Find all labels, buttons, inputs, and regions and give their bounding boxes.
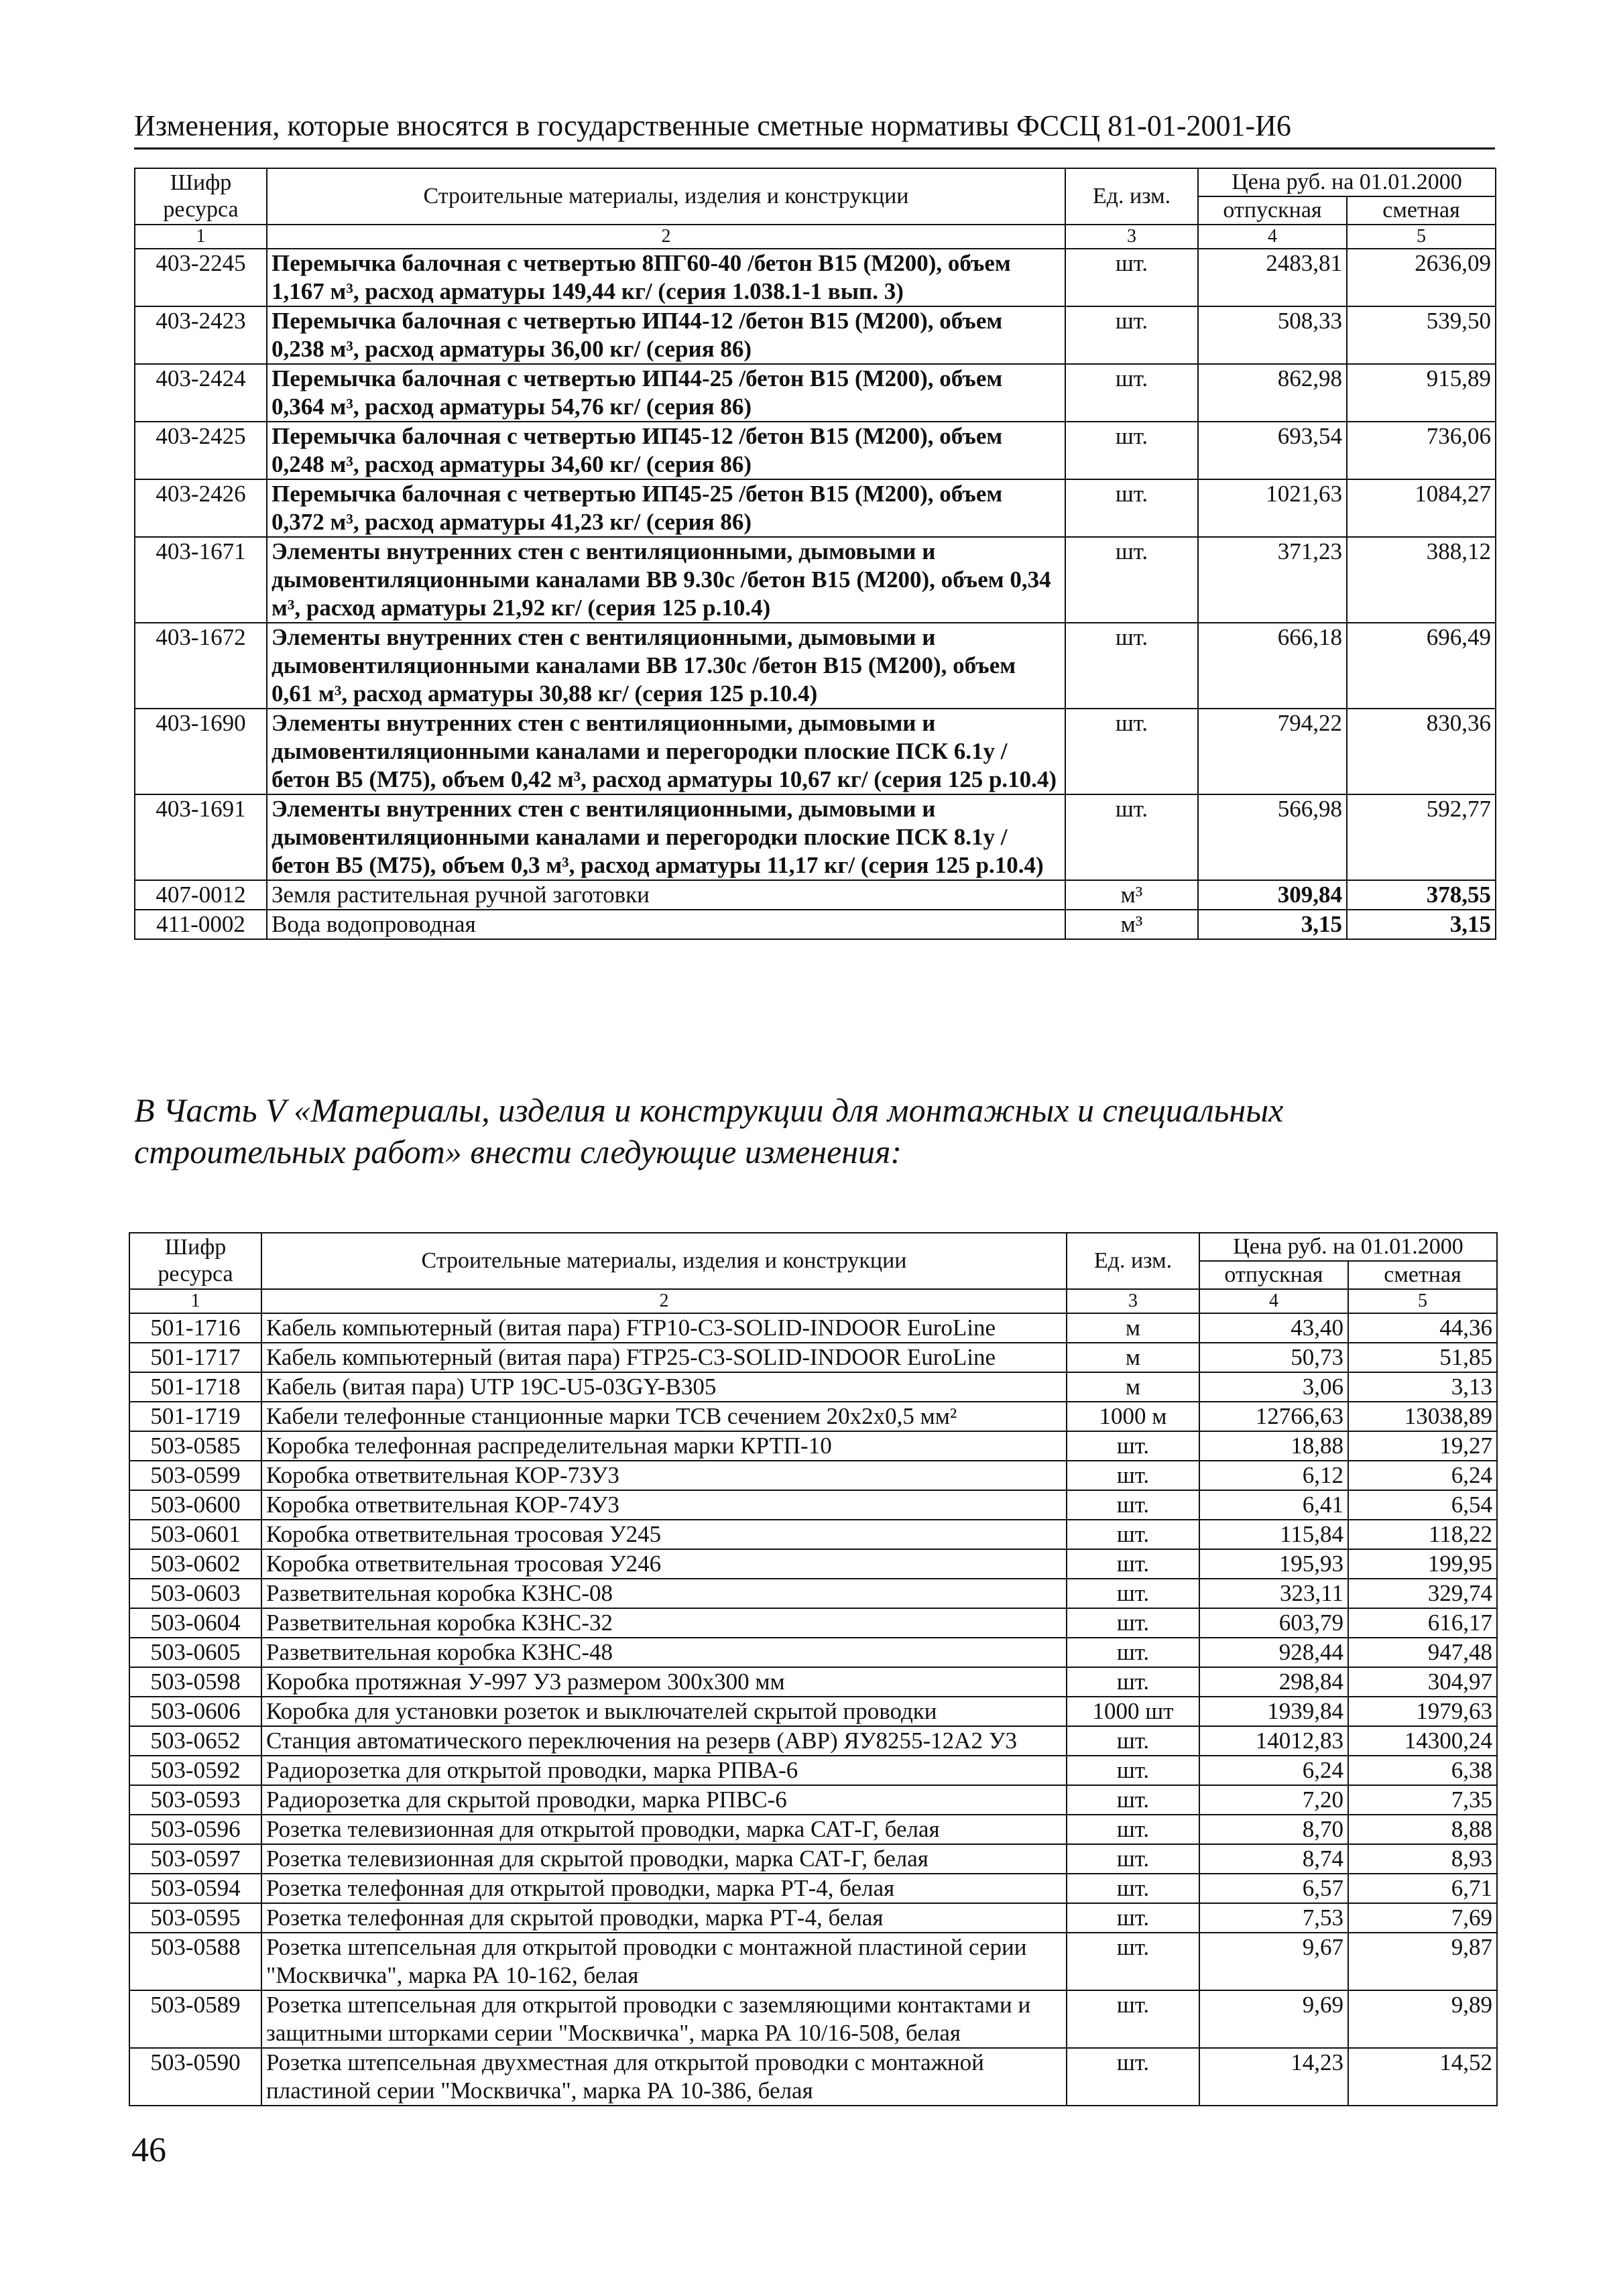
table-row	[135, 422, 1496, 479]
release-price-cell: 6,41	[1199, 1490, 1348, 1520]
release-price-cell: 14,23	[1199, 2048, 1348, 2106]
resource-code-cell: 411-0002	[135, 910, 267, 939]
resource-code-cell: 503-0595	[129, 1903, 261, 1933]
table-row	[135, 537, 1496, 623]
release-price-cell: 7,20	[1199, 1785, 1348, 1815]
estimate-price-cell: 2636,09	[1347, 249, 1496, 306]
resource-name-cell: Розетка телевизионная для открытой проводки, марка САТ-Г, белая	[261, 1815, 1067, 1844]
resource-name-cell: Розетка телефонная для открытой проводки, марка РТ-4, белая	[261, 1874, 1067, 1903]
estimate-price-cell: 9,89	[1348, 1990, 1497, 2048]
release-price-cell: 9,69	[1199, 1990, 1348, 2048]
resource-name-cell: Розетка телефонная для скрытой проводки, марка РТ-4, белая	[261, 1903, 1067, 1933]
release-price-cell: 3,15	[1198, 910, 1347, 939]
unit-cell: шт.	[1067, 1549, 1199, 1579]
page-header: Изменения, которые вносятся в государственные сметные нормативы ФССЦ 81-01-2001-И6	[134, 107, 1495, 149]
resource-code-cell: 503-0600	[129, 1490, 261, 1520]
resource-code-cell: 503-0597	[129, 1844, 261, 1874]
release-price-cell: 6,24	[1199, 1756, 1348, 1785]
resource-name-cell: Перемычка балочная с четвертью ИП45-25 /бетон В15 (М200), объем 0,372 м³, расход арматуры 41,23 кг/ (серия 86)	[267, 479, 1065, 537]
estimate-price-cell: 6,54	[1348, 1490, 1497, 1520]
unit-cell: 1000 м	[1067, 1402, 1199, 1431]
header-estimate: сметная	[1348, 1261, 1497, 1289]
resource-code-cell: 403-1690	[135, 709, 267, 794]
resource-code-cell: 403-2423	[135, 306, 267, 364]
unit-cell: шт.	[1067, 1844, 1199, 1874]
estimate-price-cell: 388,12	[1347, 537, 1496, 623]
table-row	[129, 1549, 1497, 1579]
release-price-cell: 50,73	[1199, 1343, 1348, 1372]
resource-name-cell: Коробка протяжная У-997 У3 размером 300х300 мм	[261, 1667, 1067, 1697]
release-price-cell: 566,98	[1198, 794, 1347, 880]
release-price-cell: 862,98	[1198, 364, 1347, 422]
estimate-price-cell: 696,49	[1347, 623, 1496, 709]
table-row	[129, 2048, 1497, 2106]
table-row	[135, 364, 1496, 422]
resource-name-cell: Коробка ответвительная КОР-73У3	[261, 1461, 1067, 1490]
estimate-price-cell: 592,77	[1347, 794, 1496, 880]
table-row	[129, 1697, 1497, 1726]
unit-cell: шт.	[1067, 1579, 1199, 1608]
unit-cell: м³	[1065, 910, 1198, 939]
estimate-price-cell: 7,35	[1348, 1785, 1497, 1815]
release-price-cell: 12766,63	[1199, 1402, 1348, 1431]
release-price-cell: 18,88	[1199, 1431, 1348, 1461]
release-price-cell: 14012,83	[1199, 1726, 1348, 1756]
resource-name-cell: Коробка телефонная распределительная марки КРТП-10	[261, 1431, 1067, 1461]
table-row	[135, 306, 1496, 364]
column-number: 4	[1198, 225, 1347, 249]
resource-name-cell: Разветвительная коробка КЗНС-48	[261, 1638, 1067, 1667]
release-price-cell: 2483,81	[1198, 249, 1347, 306]
unit-cell: шт.	[1065, 794, 1198, 880]
unit-cell: шт.	[1065, 249, 1198, 306]
table-row	[129, 1579, 1497, 1608]
unit-cell: шт.	[1067, 1431, 1199, 1461]
estimate-price-cell: 304,97	[1348, 1667, 1497, 1697]
estimate-price-cell: 378,55	[1347, 880, 1496, 910]
table-1-body	[135, 249, 1496, 939]
resource-code-cell: 503-0652	[129, 1726, 261, 1756]
table-row	[129, 1785, 1497, 1815]
release-price-cell: 298,84	[1199, 1667, 1348, 1697]
resource-name-cell: Перемычка балочная с четвертью ИП44-25 /бетон В15 (М200), объем 0,364 м³, расход арматуры 54,76 кг/ (серия 86)	[267, 364, 1065, 422]
unit-cell: шт.	[1067, 1638, 1199, 1667]
resource-code-cell: 503-0599	[129, 1461, 261, 1490]
page-number: 46	[131, 2131, 166, 2169]
column-number: 2	[261, 1289, 1067, 1313]
unit-cell: шт.	[1065, 623, 1198, 709]
resource-name-cell: Элементы внутренних стен с вентиляционными, дымовыми и дымовентиляционными каналами и перегородки плоские ПСК 8.1у /бетон В5 (М75), объем 0,3 м³, расход арматуры 11,17 кг/ (серия 125 р.10.4)	[267, 794, 1065, 880]
resource-name-cell: Радиорозетка для скрытой проводки, марка РПВС-6	[261, 1785, 1067, 1815]
table-row	[129, 1490, 1497, 1520]
resource-code-cell: 503-0601	[129, 1520, 261, 1549]
resource-code-cell: 503-0592	[129, 1756, 261, 1785]
estimate-price-cell: 329,74	[1348, 1579, 1497, 1608]
column-number: 3	[1067, 1289, 1199, 1313]
table-row	[129, 1844, 1497, 1874]
unit-cell: шт.	[1067, 1990, 1199, 2048]
resource-name-cell: Коробка ответвительная тросовая У245	[261, 1520, 1067, 1549]
estimate-price-cell: 14,52	[1348, 2048, 1497, 2106]
unit-cell: шт.	[1067, 1490, 1199, 1520]
table-row	[129, 1608, 1497, 1638]
resource-code-cell: 407-0012	[135, 880, 267, 910]
estimate-price-cell: 14300,24	[1348, 1726, 1497, 1756]
estimate-price-cell: 3,13	[1348, 1372, 1497, 1402]
resource-name-cell: Станция автоматического переключения на резерв (АВР) ЯУ8255-12А2 У3	[261, 1726, 1067, 1756]
resource-name-cell: Кабель (витая пара) UTP 19C-U5-03GY-B305	[261, 1372, 1067, 1402]
release-price-cell: 9,67	[1199, 1933, 1348, 1990]
resource-table-1	[134, 168, 1496, 940]
estimate-price-cell: 8,93	[1348, 1844, 1497, 1874]
header-price: Цена руб. на 01.01.2000	[1198, 168, 1496, 196]
unit-cell: шт.	[1065, 364, 1198, 422]
resource-code-cell: 503-0593	[129, 1785, 261, 1815]
resource-code-cell: 503-0598	[129, 1667, 261, 1697]
header-price: Цена руб. на 01.01.2000	[1199, 1233, 1497, 1261]
column-number: 1	[135, 225, 267, 249]
resource-name-cell: Земля растительная ручной заготовки	[267, 880, 1065, 910]
estimate-price-cell: 19,27	[1348, 1431, 1497, 1461]
table-row	[129, 1933, 1497, 1990]
header-unit: Ед. изм.	[1067, 1233, 1199, 1289]
release-price-cell: 43,40	[1199, 1313, 1348, 1343]
estimate-price-cell: 1979,63	[1348, 1697, 1497, 1726]
resource-code-cell: 503-0596	[129, 1815, 261, 1844]
resource-code-cell: 503-0588	[129, 1933, 261, 1990]
resource-name-cell: Коробка ответвительная тросовая У246	[261, 1549, 1067, 1579]
resource-code-cell: 501-1719	[129, 1402, 261, 1431]
table-2-body	[129, 1313, 1497, 2106]
table-row	[135, 479, 1496, 537]
table-row	[129, 1461, 1497, 1490]
estimate-price-cell: 947,48	[1348, 1638, 1497, 1667]
release-price-cell: 928,44	[1199, 1638, 1348, 1667]
resource-code-cell: 503-0602	[129, 1549, 261, 1579]
unit-cell: шт.	[1067, 1815, 1199, 1844]
estimate-price-cell: 51,85	[1348, 1343, 1497, 1372]
resource-code-cell: 503-0594	[129, 1874, 261, 1903]
estimate-price-cell: 118,22	[1348, 1520, 1497, 1549]
column-number: 5	[1347, 225, 1496, 249]
estimate-price-cell: 8,88	[1348, 1815, 1497, 1844]
resource-name-cell: Кабели телефонные станционные марки ТСВ сечением 20х2х0,5 мм²	[261, 1402, 1067, 1431]
resource-code-cell: 503-0605	[129, 1638, 261, 1667]
release-price-cell: 323,11	[1199, 1579, 1348, 1608]
resource-name-cell: Розетка телевизионная для скрытой проводки, марка САТ-Г, белая	[261, 1844, 1067, 1874]
column-number: 2	[267, 225, 1065, 249]
estimate-price-cell: 539,50	[1347, 306, 1496, 364]
unit-cell: м	[1067, 1343, 1199, 1372]
resource-code-cell: 403-2425	[135, 422, 267, 479]
unit-cell: м³	[1065, 880, 1198, 910]
unit-cell: 1000 шт	[1067, 1697, 1199, 1726]
resource-name-cell: Радиорозетка для открытой проводки, марка РПВА-6	[261, 1756, 1067, 1785]
resource-name-cell: Перемычка балочная с четвертью 8ПГ60-40 /бетон В15 (М200), объем 1,167 м³, расход арматуры 149,44 кг/ (серия 1.038.1-1 вып. 3)	[267, 249, 1065, 306]
resource-name-cell: Коробка для установки розеток и выключателей скрытой проводки	[261, 1697, 1067, 1726]
resource-code-cell: 501-1717	[129, 1343, 261, 1372]
estimate-price-cell: 6,71	[1348, 1874, 1497, 1903]
table-row	[129, 1313, 1497, 1343]
table-row	[129, 1431, 1497, 1461]
estimate-price-cell: 830,36	[1347, 709, 1496, 794]
estimate-price-cell: 44,36	[1348, 1313, 1497, 1343]
release-price-cell: 7,53	[1199, 1903, 1348, 1933]
resource-table-2	[129, 1232, 1498, 2106]
table-row	[129, 1402, 1497, 1431]
part-v-instruction: В Часть V «Материалы, изделия и конструкции для монтажных и специальных строительных работ» внести следующие изменения:	[134, 1091, 1284, 1170]
resource-name-cell: Кабель компьютерный (витая пара) FTP25-C3-SOLID-INDOOR EuroLine	[261, 1343, 1067, 1372]
unit-cell: шт.	[1065, 422, 1198, 479]
resource-name-cell: Розетка штепсельная для открытой проводки с монтажной пластиной серии "Москвичка", марка РА 10-162, белая	[261, 1933, 1067, 1990]
resource-name-cell: Элементы внутренних стен с вентиляционными, дымовыми и дымовентиляционными каналами и перегородки плоские ПСК 6.1у /бетон В5 (М75), объем 0,42 м³, расход арматуры 10,67 кг/ (серия 125 р.10.4)	[267, 709, 1065, 794]
table-row	[129, 1372, 1497, 1402]
release-price-cell: 195,93	[1199, 1549, 1348, 1579]
resource-code-cell: 403-1672	[135, 623, 267, 709]
column-number: 1	[129, 1289, 261, 1313]
estimate-price-cell: 13038,89	[1348, 1402, 1497, 1431]
unit-cell: шт.	[1067, 1933, 1199, 1990]
resource-name-cell: Перемычка балочная с четвертью ИП45-12 /бетон В15 (М200), объем 0,248 м³, расход арматуры 34,60 кг/ (серия 86)	[267, 422, 1065, 479]
table-row	[135, 623, 1496, 709]
unit-cell: шт.	[1065, 537, 1198, 623]
estimate-price-cell: 736,06	[1347, 422, 1496, 479]
resource-code-cell: 503-0590	[129, 2048, 261, 2106]
table-row	[129, 1756, 1497, 1785]
estimate-price-cell: 7,69	[1348, 1903, 1497, 1933]
header-release: отпускная	[1199, 1261, 1348, 1289]
resource-code-cell: 403-2424	[135, 364, 267, 422]
release-price-cell: 1939,84	[1199, 1697, 1348, 1726]
resource-code-cell: 503-0603	[129, 1579, 261, 1608]
unit-cell: шт.	[1065, 479, 1198, 537]
release-price-cell: 8,70	[1199, 1815, 1348, 1844]
resource-name-cell: Вода водопроводная	[267, 910, 1065, 939]
column-number: 4	[1199, 1289, 1348, 1313]
resource-name-cell: Элементы внутренних стен с вентиляционными, дымовыми и дымовентиляционными каналами ВВ 17.30с /бетон В15 (М200), объем 0,61 м³, расход арматуры 30,88 кг/ (серия 125 р.10.4)	[267, 623, 1065, 709]
resource-name-cell: Элементы внутренних стен с вентиляционными, дымовыми и дымовентиляционными каналами ВВ 9.30с /бетон В15 (М200), объем 0,34 м³, расход арматуры 21,92 кг/ (серия 125 р.10.4)	[267, 537, 1065, 623]
unit-cell: шт.	[1067, 1520, 1199, 1549]
table-row	[129, 1667, 1497, 1697]
resource-code-cell: 503-0604	[129, 1608, 261, 1638]
resource-name-cell: Розетка штепсельная для открытой проводки с заземляющими контактами и защитными шторками серии "Москвичка", марка РА 10/16-508, белая	[261, 1990, 1067, 2048]
column-number: 5	[1348, 1289, 1497, 1313]
release-price-cell: 794,22	[1198, 709, 1347, 794]
resource-code-cell: 403-2245	[135, 249, 267, 306]
header-code: Шифр ресурса	[129, 1233, 261, 1289]
estimate-price-cell: 915,89	[1347, 364, 1496, 422]
resource-code-cell: 403-1691	[135, 794, 267, 880]
resource-name-cell: Коробка ответвительная КОР-74У3	[261, 1490, 1067, 1520]
unit-cell: м	[1067, 1313, 1199, 1343]
unit-cell: шт.	[1067, 1667, 1199, 1697]
release-price-cell: 1021,63	[1198, 479, 1347, 537]
release-price-cell: 3,06	[1199, 1372, 1348, 1402]
resource-code-cell: 403-1671	[135, 537, 267, 623]
release-price-cell: 371,23	[1198, 537, 1347, 623]
release-price-cell: 115,84	[1199, 1520, 1348, 1549]
unit-cell: шт.	[1067, 1461, 1199, 1490]
unit-cell: шт.	[1067, 1726, 1199, 1756]
table-row	[129, 1903, 1497, 1933]
header-estimate: сметная	[1347, 196, 1496, 225]
resource-code-cell: 503-0585	[129, 1431, 261, 1461]
release-price-cell: 666,18	[1198, 623, 1347, 709]
unit-cell: шт.	[1065, 306, 1198, 364]
release-price-cell: 309,84	[1198, 880, 1347, 910]
table-row	[135, 794, 1496, 880]
resource-name-cell: Перемычка балочная с четвертью ИП44-12 /бетон В15 (М200), объем 0,238 м³, расход арматуры 36,00 кг/ (серия 86)	[267, 306, 1065, 364]
table-row	[129, 1343, 1497, 1372]
table-row	[135, 249, 1496, 306]
estimate-price-cell: 199,95	[1348, 1549, 1497, 1579]
estimate-price-cell: 3,15	[1347, 910, 1496, 939]
table-row	[129, 1638, 1497, 1667]
table-row	[135, 880, 1496, 910]
estimate-price-cell: 616,17	[1348, 1608, 1497, 1638]
header-release: отпускная	[1198, 196, 1347, 225]
resource-name-cell: Разветвительная коробка КЗНС-08	[261, 1579, 1067, 1608]
unit-cell: шт.	[1067, 2048, 1199, 2106]
table-row	[129, 1815, 1497, 1844]
resource-name-cell: Кабель компьютерный (витая пара) FTP10-C3-SOLID-INDOOR EuroLine	[261, 1313, 1067, 1343]
unit-cell: шт.	[1067, 1608, 1199, 1638]
release-price-cell: 693,54	[1198, 422, 1347, 479]
resource-code-cell: 403-2426	[135, 479, 267, 537]
unit-cell: шт.	[1067, 1785, 1199, 1815]
table-row	[135, 910, 1496, 939]
header-code: Шифр ресурса	[135, 168, 267, 225]
column-number: 3	[1065, 225, 1198, 249]
release-price-cell: 603,79	[1199, 1608, 1348, 1638]
unit-cell: шт.	[1065, 709, 1198, 794]
header-unit: Ед. изм.	[1065, 168, 1198, 225]
unit-cell: м	[1067, 1372, 1199, 1402]
resource-name-cell: Розетка штепсельная двухместная для открытой проводки с монтажной пластиной серии "Москвичка", марка РА 10-386, белая	[261, 2048, 1067, 2106]
release-price-cell: 8,74	[1199, 1844, 1348, 1874]
estimate-price-cell: 1084,27	[1347, 479, 1496, 537]
estimate-price-cell: 9,87	[1348, 1933, 1497, 1990]
table-row	[135, 709, 1496, 794]
release-price-cell: 6,57	[1199, 1874, 1348, 1903]
unit-cell: шт.	[1067, 1874, 1199, 1903]
release-price-cell: 508,33	[1198, 306, 1347, 364]
resource-code-cell: 503-0606	[129, 1697, 261, 1726]
estimate-price-cell: 6,38	[1348, 1756, 1497, 1785]
table-row	[129, 1874, 1497, 1903]
release-price-cell: 6,12	[1199, 1461, 1348, 1490]
table-row	[129, 1520, 1497, 1549]
header-name: Строительные материалы, изделия и конструкции	[261, 1233, 1067, 1289]
unit-cell: шт.	[1067, 1756, 1199, 1785]
resource-code-cell: 501-1718	[129, 1372, 261, 1402]
table-row	[129, 1990, 1497, 2048]
resource-code-cell: 501-1716	[129, 1313, 261, 1343]
table-row	[129, 1726, 1497, 1756]
unit-cell: шт.	[1067, 1903, 1199, 1933]
estimate-price-cell: 6,24	[1348, 1461, 1497, 1490]
resource-name-cell: Разветвительная коробка КЗНС-32	[261, 1608, 1067, 1638]
resource-code-cell: 503-0589	[129, 1990, 261, 2048]
header-name: Строительные материалы, изделия и конструкции	[267, 168, 1065, 225]
